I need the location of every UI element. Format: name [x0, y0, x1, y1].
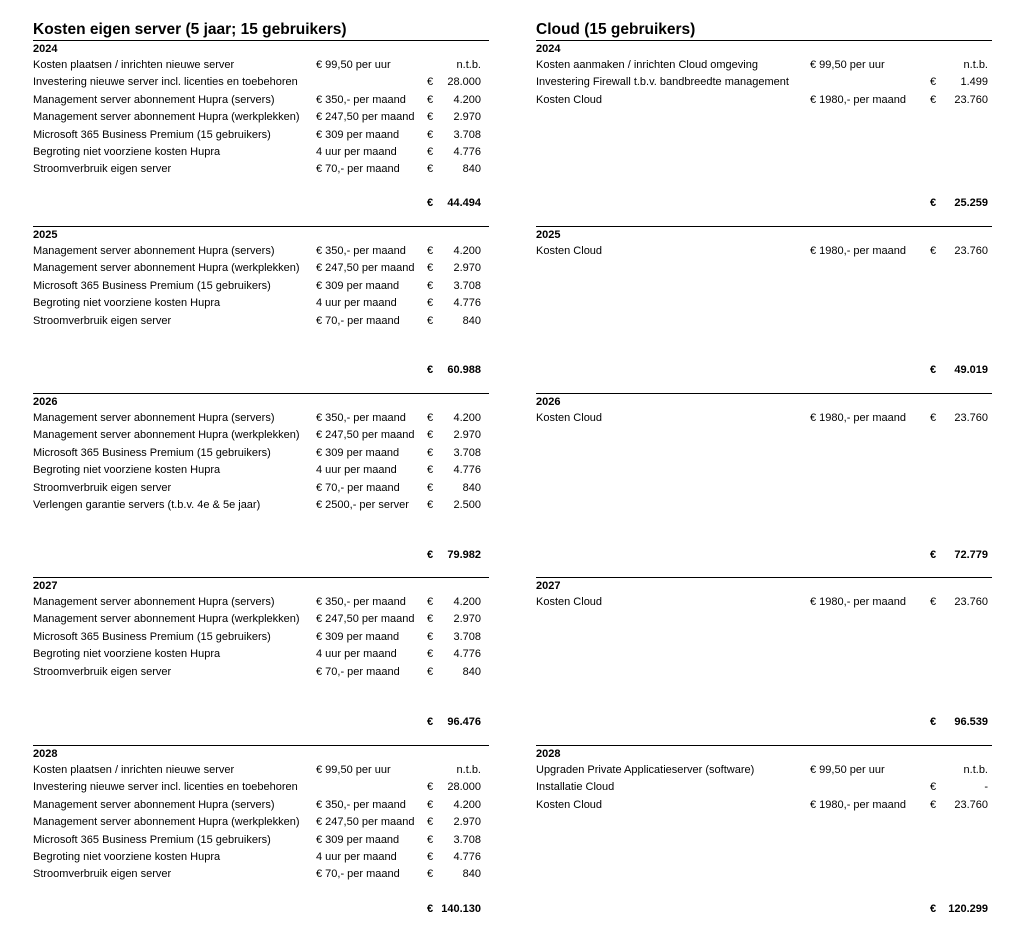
- cost-rate: € 1980,- per maand: [810, 412, 907, 424]
- cost-description: Microsoft 365 Business Premium (15 gebruikers): [33, 833, 271, 846]
- cost-rate: € 70,- per maand: [316, 481, 400, 494]
- cost-amount: 3.708: [453, 128, 481, 141]
- cost-amount: 4.776: [453, 146, 481, 158]
- cost-amount: 4.200: [453, 412, 481, 424]
- cost-row: [33, 445, 489, 462]
- year-total-row: [33, 195, 489, 212]
- cost-row: [536, 779, 992, 796]
- cost-rate: € 1980,- per maand: [810, 245, 907, 257]
- currency-symbol: €: [427, 833, 434, 846]
- year-total-row: [33, 714, 489, 731]
- cost-rate: € 1980,- per maand: [810, 596, 907, 608]
- cost-amount: 2.970: [453, 429, 481, 442]
- year-heading: 2027: [33, 580, 58, 592]
- cost-amount: 840: [462, 665, 481, 678]
- cost-amount: 4.776: [453, 851, 481, 863]
- cost-description: Kosten Cloud: [536, 412, 603, 424]
- cost-description: Begroting niet voorziene kosten Hupra: [33, 146, 221, 158]
- year-divider: [33, 40, 489, 41]
- cumulative-total: 96.476: [447, 716, 481, 728]
- cost-rate: € 70,- per maand: [316, 665, 400, 678]
- cost-row: [33, 243, 489, 260]
- cost-amount: 2.970: [453, 613, 481, 626]
- cost-rate: € 99,50 per uur: [316, 764, 391, 776]
- cumulative-total: 120.299: [948, 903, 988, 915]
- year-divider: [536, 393, 992, 394]
- year-heading: 2027: [536, 580, 561, 592]
- cost-rate: € 350,- per maand: [316, 596, 406, 608]
- currency-symbol: €: [427, 76, 434, 89]
- currency-symbol: €: [427, 464, 434, 477]
- cost-rate: € 2500,- per server: [316, 499, 409, 511]
- year-heading: 2028: [536, 748, 561, 760]
- cost-rate: € 350,- per maand: [316, 93, 406, 106]
- cost-row: [33, 144, 489, 161]
- cost-rate: € 309 per maand: [316, 630, 400, 643]
- year-heading: 2025: [536, 229, 561, 241]
- year-heading: 2026: [536, 396, 561, 408]
- cost-description: Microsoft 365 Business Premium (15 gebruikers): [33, 630, 271, 643]
- currency-symbol: €: [427, 279, 434, 292]
- cost-description: Management server abonnement Hupra (servers): [33, 93, 275, 106]
- cost-description: Kosten plaatsen / inrichten nieuwe server: [33, 764, 235, 776]
- cost-amount: 2.970: [453, 816, 481, 829]
- cost-description: Microsoft 365 Business Premium (15 gebruikers): [33, 279, 271, 292]
- cost-amount: 4.776: [453, 648, 481, 661]
- cost-rate: € 309 per maand: [316, 128, 400, 141]
- year-total-row: [33, 901, 489, 918]
- currency-symbol: €: [427, 648, 434, 661]
- cost-row: [33, 814, 489, 831]
- cost-amount: n.t.b.: [456, 764, 481, 776]
- cost-row: [33, 462, 489, 479]
- cost-row: [33, 497, 489, 514]
- cost-amount: 23.760: [954, 412, 988, 424]
- cost-amount: 4.200: [453, 93, 481, 106]
- cost-rate: € 99,50 per uur: [810, 764, 885, 776]
- year-total-row: [33, 362, 489, 379]
- cost-row: [33, 127, 489, 144]
- cost-amount: 3.708: [453, 630, 481, 643]
- cost-description: Installatie Cloud: [536, 781, 615, 794]
- year-divider: [536, 226, 992, 227]
- total-currency-symbol: €: [427, 549, 434, 561]
- total-currency-symbol: €: [930, 903, 937, 915]
- total-currency-symbol: €: [930, 716, 937, 728]
- cost-description: Begroting niet voorziene kosten Hupra: [33, 851, 221, 863]
- cost-amount: 3.708: [453, 833, 481, 846]
- cumulative-total: 79.982: [447, 549, 481, 561]
- cost-amount: 23.760: [954, 798, 988, 811]
- currency-symbol: €: [427, 262, 434, 275]
- cumulative-total: 49.019: [954, 364, 988, 376]
- year-divider: [33, 577, 489, 578]
- currency-symbol: €: [427, 429, 434, 442]
- cumulative-total: 60.988: [447, 364, 481, 376]
- cost-description: Kosten Cloud: [536, 245, 603, 257]
- cost-rate: € 309 per maand: [316, 833, 400, 846]
- cost-description: Microsoft 365 Business Premium (15 gebruikers): [33, 446, 271, 459]
- cumulative-total: 140.130: [441, 903, 481, 915]
- cost-amount: 1.499: [960, 76, 988, 89]
- currency-symbol: €: [427, 412, 434, 424]
- year-divider: [33, 393, 489, 394]
- total-currency-symbol: €: [930, 364, 937, 376]
- cost-description: Kosten plaatsen / inrichten nieuwe server: [33, 59, 235, 71]
- cost-description: Begroting niet voorziene kosten Hupra: [33, 464, 221, 477]
- cumulative-total: 25.259: [954, 197, 988, 209]
- cost-row: [33, 594, 489, 611]
- cost-rate: € 350,- per maand: [316, 245, 406, 257]
- cost-description: Kosten aanmaken / inrichten Cloud omgeving: [536, 59, 758, 71]
- cost-description: Verlengen garantie servers (t.b.v. 4e & 5e jaar): [33, 499, 261, 511]
- currency-symbol: €: [427, 314, 434, 327]
- currency-symbol: €: [427, 163, 434, 176]
- cost-amount: 4.200: [453, 245, 481, 257]
- cost-description: Stroomverbruik eigen server: [33, 314, 172, 327]
- cost-amount: 3.708: [453, 446, 481, 459]
- cost-description: Kosten Cloud: [536, 798, 603, 811]
- cost-row: [536, 74, 992, 91]
- cost-row: [33, 278, 489, 295]
- cost-rate: € 1980,- per maand: [810, 798, 907, 811]
- currency-symbol: €: [427, 613, 434, 626]
- cost-description: Kosten Cloud: [536, 93, 603, 106]
- currency-symbol: €: [427, 446, 434, 459]
- currency-symbol: €: [427, 630, 434, 643]
- currency-symbol: €: [427, 851, 434, 863]
- cost-description: Management server abonnement Hupra (werkplekken): [33, 262, 300, 275]
- cost-rate: 4 uur per maand: [316, 464, 397, 477]
- cost-amount: 28.000: [447, 76, 481, 89]
- cost-description: Management server abonnement Hupra (servers): [33, 245, 275, 257]
- cost-row: [33, 664, 489, 681]
- cost-row: [33, 161, 489, 178]
- currency-symbol: €: [930, 781, 937, 794]
- year-divider: [536, 577, 992, 578]
- cost-rate: € 247,50 per maand: [316, 816, 415, 829]
- cumulative-total: 96.539: [954, 716, 988, 728]
- cost-row: [33, 295, 489, 312]
- cost-amount: 3.708: [453, 279, 481, 292]
- cost-amount: n.t.b.: [963, 59, 988, 71]
- currency-symbol: €: [427, 798, 434, 811]
- cost-rate: € 350,- per maand: [316, 412, 406, 424]
- cost-description: Management server abonnement Hupra (servers): [33, 412, 275, 424]
- cost-row: [33, 313, 489, 330]
- cost-description: Stroomverbruik eigen server: [33, 868, 172, 881]
- cost-amount: 4.776: [453, 297, 481, 310]
- cost-row: [536, 92, 992, 109]
- cost-row: [33, 849, 489, 866]
- cost-row: [33, 797, 489, 814]
- currency-symbol: €: [427, 596, 434, 608]
- cost-row: [33, 480, 489, 497]
- cost-description: Upgraden Private Applicatieserver (software): [536, 764, 755, 776]
- total-currency-symbol: €: [930, 549, 937, 561]
- currency-symbol: €: [427, 297, 434, 310]
- cost-row: [33, 866, 489, 883]
- cost-row: [536, 57, 992, 74]
- currency-symbol: €: [930, 412, 937, 424]
- cost-description: Microsoft 365 Business Premium (15 gebruikers): [33, 128, 271, 141]
- cost-amount: 4.200: [453, 798, 481, 811]
- cost-description: Management server abonnement Hupra (werkplekken): [33, 429, 300, 442]
- cost-rate: 4 uur per maand: [316, 851, 397, 863]
- cost-amount: 23.760: [954, 245, 988, 257]
- currency-symbol: €: [930, 76, 937, 89]
- cost-amount: 2.970: [453, 262, 481, 275]
- cost-rate: € 247,50 per maand: [316, 613, 415, 626]
- cost-description: Investering nieuwe server incl. licenties en toebehoren: [33, 76, 298, 89]
- year-divider: [536, 745, 992, 746]
- cost-rate: € 70,- per maand: [316, 314, 400, 327]
- cost-rate: 4 uur per maand: [316, 297, 397, 310]
- cost-amount: -: [984, 781, 988, 794]
- cost-row: [33, 109, 489, 126]
- cost-description: Investering nieuwe server incl. licenties en toebehoren: [33, 781, 298, 794]
- cloud-title: Cloud (15 gebruikers): [536, 20, 992, 41]
- cost-description: Begroting niet voorziene kosten Hupra: [33, 297, 221, 310]
- currency-symbol: €: [427, 245, 434, 257]
- cost-row: [33, 832, 489, 849]
- cost-description: Kosten Cloud: [536, 596, 603, 608]
- cost-amount: 4.200: [453, 596, 481, 608]
- year-heading: 2028: [33, 748, 58, 760]
- cost-description: Management server abonnement Hupra (werkplekken): [33, 816, 300, 829]
- year-divider: [33, 745, 489, 746]
- cost-amount: 4.776: [453, 464, 481, 477]
- cost-amount: 840: [462, 163, 481, 176]
- cost-amount: 840: [462, 481, 481, 494]
- cost-rate: € 309 per maand: [316, 279, 400, 292]
- cost-description: Stroomverbruik eigen server: [33, 665, 172, 678]
- cost-amount: n.t.b.: [456, 59, 481, 71]
- year-divider: [33, 226, 489, 227]
- currency-symbol: €: [427, 93, 434, 106]
- currency-symbol: €: [427, 665, 434, 678]
- cost-description: Stroomverbruik eigen server: [33, 481, 172, 494]
- cumulative-total: 72.779: [954, 549, 988, 561]
- year-heading: 2025: [33, 229, 58, 241]
- currency-symbol: €: [427, 111, 434, 124]
- total-currency-symbol: €: [427, 716, 434, 728]
- cost-row: [536, 797, 992, 814]
- cost-row: [536, 762, 992, 779]
- cost-rate: € 247,50 per maand: [316, 111, 415, 124]
- cost-amount: 840: [462, 314, 481, 327]
- cost-row: [33, 611, 489, 628]
- cost-amount: 23.760: [954, 596, 988, 608]
- cost-amount: n.t.b.: [963, 764, 988, 776]
- currency-symbol: €: [427, 816, 434, 829]
- cost-row: [536, 243, 992, 260]
- currency-symbol: €: [427, 146, 434, 158]
- currency-symbol: €: [930, 596, 937, 608]
- cost-rate: € 99,50 per uur: [810, 59, 885, 71]
- cost-rate: € 350,- per maand: [316, 798, 406, 811]
- year-total-row: [536, 362, 992, 379]
- total-currency-symbol: €: [930, 197, 937, 209]
- year-total-row: [536, 195, 992, 212]
- cost-amount: 23.760: [954, 93, 988, 106]
- cost-rate: € 247,50 per maand: [316, 429, 415, 442]
- currency-symbol: €: [427, 128, 434, 141]
- cost-row: [536, 594, 992, 611]
- cost-row: [33, 57, 489, 74]
- total-currency-symbol: €: [427, 903, 434, 915]
- cost-row: [33, 92, 489, 109]
- cost-rate: 4 uur per maand: [316, 648, 397, 661]
- currency-symbol: €: [427, 481, 434, 494]
- total-currency-symbol: €: [427, 197, 434, 209]
- cost-row: [536, 410, 992, 427]
- cost-rate: 4 uur per maand: [316, 146, 397, 158]
- currency-symbol: €: [427, 781, 434, 794]
- cost-description: Stroomverbruik eigen server: [33, 163, 172, 176]
- own-server-title: Kosten eigen server (5 jaar; 15 gebruikers): [33, 20, 489, 41]
- year-total-row: [536, 547, 992, 564]
- cost-row: [33, 762, 489, 779]
- cost-row: [33, 779, 489, 796]
- cost-amount: 840: [462, 868, 481, 881]
- cost-amount: 28.000: [447, 781, 481, 794]
- year-total-row: [536, 714, 992, 731]
- total-currency-symbol: €: [427, 364, 434, 376]
- cost-amount: 2.500: [453, 499, 481, 511]
- cost-row: [33, 74, 489, 91]
- cost-row: [33, 260, 489, 277]
- currency-symbol: €: [427, 499, 434, 511]
- year-heading: 2026: [33, 396, 58, 408]
- cost-description: Begroting niet voorziene kosten Hupra: [33, 648, 221, 661]
- cost-rate: € 99,50 per uur: [316, 59, 391, 71]
- year-heading: 2024: [33, 43, 58, 55]
- currency-symbol: €: [427, 868, 434, 881]
- cost-row: [33, 427, 489, 444]
- cost-amount: 2.970: [453, 111, 481, 124]
- cumulative-total: 44.494: [447, 197, 481, 209]
- cost-description: Investering Firewall t.b.v. bandbreedte management: [536, 76, 789, 89]
- cost-description: Management server abonnement Hupra (servers): [33, 798, 275, 811]
- cost-row: [33, 629, 489, 646]
- cost-row: [33, 410, 489, 427]
- cost-description: Management server abonnement Hupra (werkplekken): [33, 613, 300, 626]
- cost-rate: € 247,50 per maand: [316, 262, 415, 275]
- cost-rate: € 70,- per maand: [316, 163, 400, 176]
- cost-description: Management server abonnement Hupra (servers): [33, 596, 275, 608]
- year-divider: [536, 40, 992, 41]
- cost-rate: € 309 per maand: [316, 446, 400, 459]
- cost-description: Management server abonnement Hupra (werkplekken): [33, 111, 300, 124]
- currency-symbol: €: [930, 93, 937, 106]
- cost-row: [33, 646, 489, 663]
- year-total-row: [536, 901, 992, 918]
- year-heading: 2024: [536, 43, 561, 55]
- currency-symbol: €: [930, 798, 937, 811]
- cost-rate: € 1980,- per maand: [810, 93, 907, 106]
- year-total-row: [33, 547, 489, 564]
- cost-rate: € 70,- per maand: [316, 868, 400, 881]
- currency-symbol: €: [930, 245, 937, 257]
